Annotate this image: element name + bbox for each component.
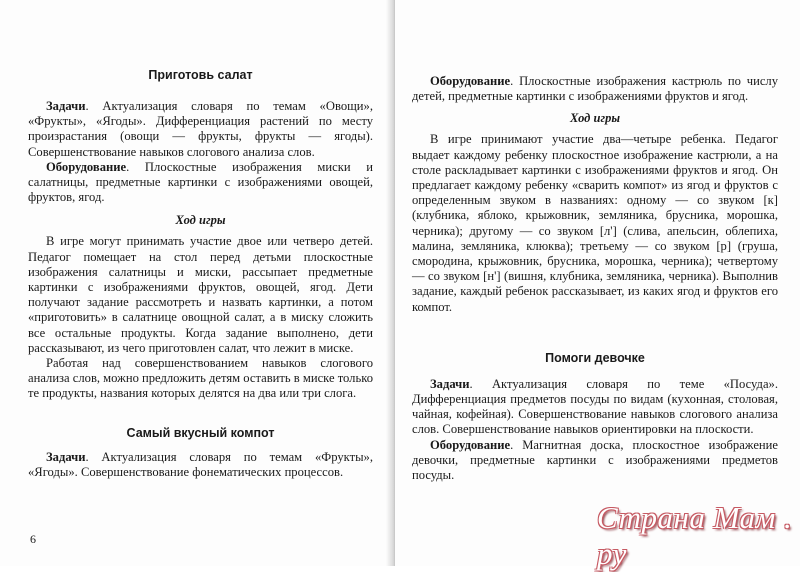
tasks-label: Задачи — [430, 376, 470, 391]
compote-equipment — [412, 74, 778, 104]
tasks-text: . Актуализация словаря по темам «Фрукты», «Ягоды». Совершенствование фонематических процессов. — [28, 449, 373, 479]
help-girl-equipment — [412, 438, 778, 484]
right-page — [395, 0, 800, 566]
site-watermark: Страна Мам . ру — [597, 500, 793, 571]
tasks-label: Задачи — [46, 449, 86, 464]
course-title: Ход игры — [570, 111, 620, 126]
tasks-text: . Актуализация словаря по темам «Овощи», «Фрукты», «Ягоды». Дифференциация растений по месту произрастания (овощи — фрукты, фрукты — ягоды). Совершенствование навыков слогового анализа слов. — [28, 99, 373, 159]
equipment-label: Оборудование — [46, 159, 127, 174]
salad-course-paragraph-2: Работая над совершенствованием навыков слогового анализа слов, можно предложить детям оставить в миске только те продукты, названия которых делятся на два или три слога. — [28, 356, 373, 401]
page-number: 6 — [30, 532, 36, 546]
salad-course-paragraph-1: В игре могут принимать участие двое или четверо детей. Педагог помещает на стол перед детьми плоскостные изображения салатницы и миски, рассыпает предметные картинки с изображениями фруктов, овощей, ягод. Дети получают задание рассмотреть и назвать картинки, а потом «приготовить» в салатнице овощной салат, а в миску сложить все остальные продукты. Когда задание выполнено, дети рассказывают, из чего приготовлен салат, что лежит в миске. — [28, 234, 373, 355]
salad-tasks — [28, 99, 373, 160]
equipment-label: Оборудование — [430, 437, 511, 452]
equipment-text: . Плоскостные изображения миски и салатницы, предметные картинки с изображениями овощей, фруктов, ягод. — [28, 159, 373, 205]
compote-course-paragraph: В игре принимают участие два—четыре ребенка. Педагог выдает каждому ребенку плоскостное изображение кастрюли, а на столе раскладывает картинки с изображениями фруктов и ягод. Он предлагает каждому ребенку «сварить компот» из ягод и фруктов с определенным звуком в названиях: одному — со звуком [к] (клубника, яблоко, крыжовник, земляника, брусника, морошка, черника); другому — со звуком [л'] (слива, апельсин, облепиха, малина, земляника, клюква); третьему — со звуком [р] (груша, смородина, крыжовник, брусника, морошка, черника); четвертому — со звуком [н'] (вишня, клубника, земляника, черника). Выполнив задание, каждый ребенок рассказывает, из каких ягод и фруктов его компот. — [412, 132, 778, 314]
salad-equipment — [28, 160, 373, 206]
equipment-text: . Плоскостные изображения кастрюль по числу детей, предметные картинки с изображениями фруктов и ягод. — [412, 74, 778, 104]
tasks-text: . Актуализация словаря по теме «Посуда». Дифференциация предметов посуды по видам (кухонная, столовая, чайная, кофейная). Совершенствование навыков слогового анализа слов. Совершенствование навыков ориентировки на плоскости. — [412, 376, 778, 437]
equipment-text: . Магнитная доска, плоскостное изображение девочки, предметные картинки с изображениями предметов посуды. — [412, 437, 778, 483]
section-title-compote: Самый вкусный компот — [126, 425, 275, 440]
tasks-label: Задачи — [46, 99, 86, 113]
equipment-label: Оборудование — [430, 74, 511, 88]
help-girl-tasks — [412, 377, 778, 438]
section-title-salad: Приготовь салат — [148, 68, 253, 82]
left-page — [0, 0, 395, 566]
section-title-help-girl: Помоги девочке — [545, 350, 645, 365]
course-title: Ход игры — [175, 213, 226, 228]
compote-tasks — [28, 450, 373, 480]
